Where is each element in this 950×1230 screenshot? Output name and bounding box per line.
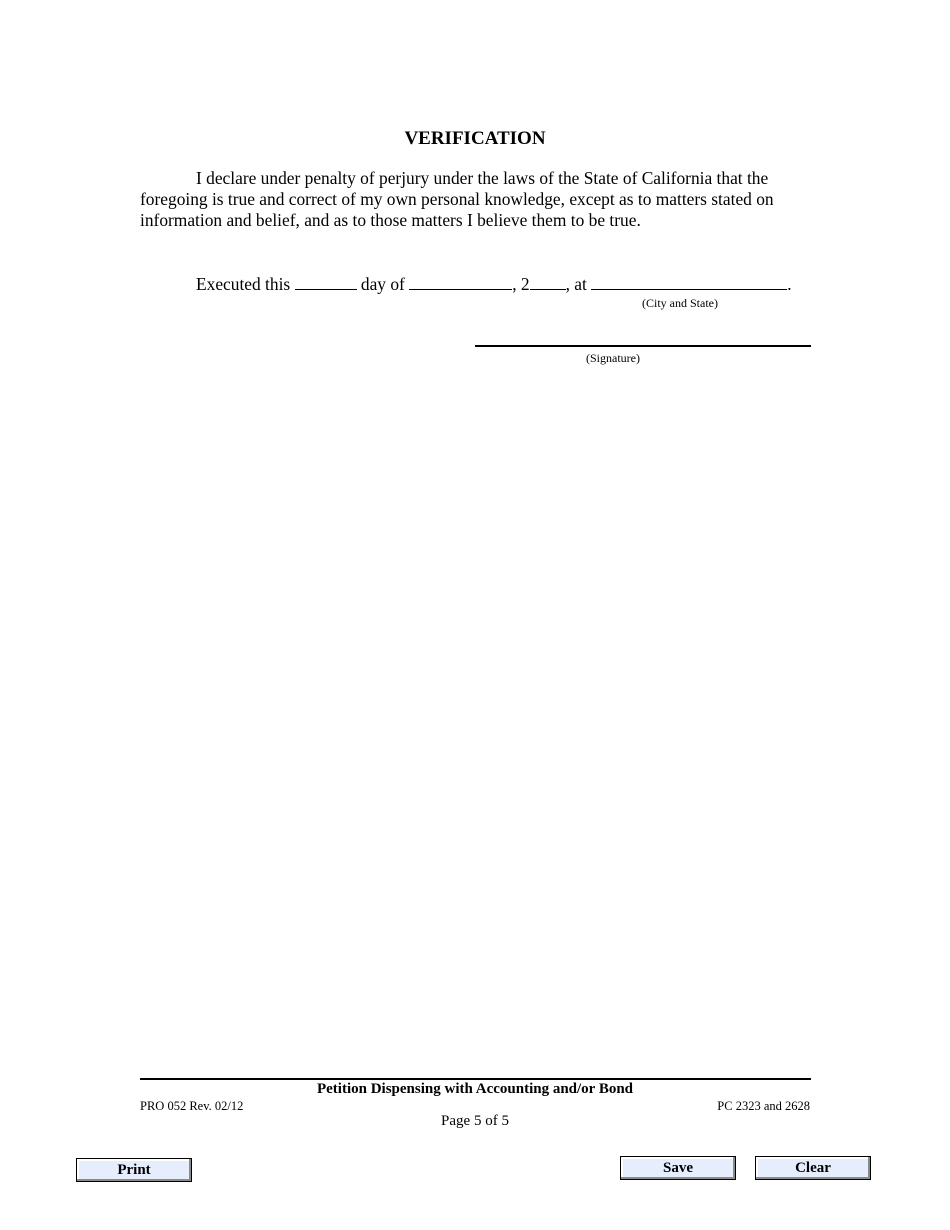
document-title: VERIFICATION — [404, 128, 546, 149]
executed-line — [196, 274, 792, 295]
save-button[interactable]: Save — [620, 1156, 736, 1180]
city-state-field[interactable] — [591, 274, 787, 290]
city-state-caption: (City and State) — [642, 296, 718, 310]
at-label: , at — [565, 274, 587, 294]
clear-button[interactable]: Clear — [755, 1156, 871, 1180]
declaration-text: I declare under penalty of perjury under the laws of the State of California that the foregoing is true and correct of my own personal knowledge, except as to matters stated on information and belief, and as to those matters I believe them to be true. — [140, 168, 774, 230]
form-code: PRO 052 Rev. 02/12 — [140, 1099, 244, 1113]
month-field[interactable] — [409, 274, 512, 290]
print-button[interactable]: Print — [76, 1158, 192, 1182]
signature-field[interactable] — [475, 345, 811, 347]
declaration-paragraph — [140, 168, 815, 231]
day-of-label: day of — [360, 274, 405, 294]
footer-divider — [140, 1078, 811, 1080]
executed-prefix: Executed this — [196, 274, 291, 294]
footer-form-title: Petition Dispensing with Accounting and/or Bond — [316, 1081, 634, 1097]
signature-caption: (Signature) — [586, 351, 640, 365]
statute-reference: PC 2323 and 2628 — [717, 1099, 810, 1113]
year-prefix-label: , 2 — [512, 274, 530, 294]
year-field[interactable] — [530, 274, 566, 290]
day-field[interactable] — [295, 274, 357, 290]
page-number: Page 5 of 5 — [441, 1113, 509, 1129]
period-label: . — [787, 274, 792, 294]
